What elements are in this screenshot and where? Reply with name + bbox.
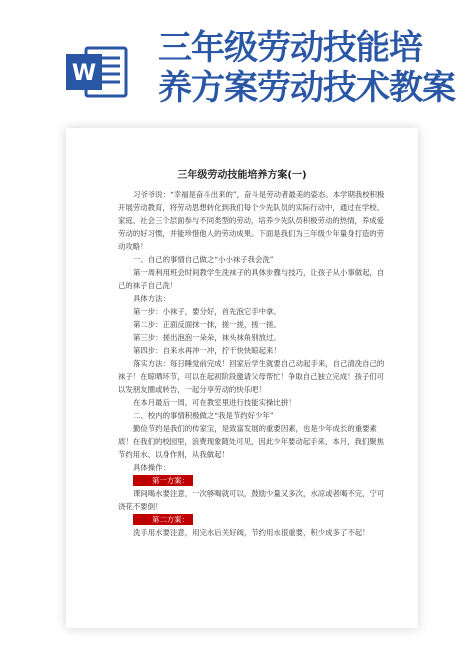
paragraph-intro: 习爷爷说：“幸福是奋斗出来的”，奋斗是劳动者最美的姿态。本学期我校积极开展劳动教育，将劳动思想转化到我们每个少先队员的实际行动中，通过在学校、家庭、社会三个层面参与不同类型的劳动，培养少先队员积极劳动的热情，养成爱劳动的好习惯，并能珍惜他人的劳动成果。下面是我们为三年级少年量身打造的劳动攻略！ [118,190,385,251]
step-two-label-row [118,513,388,526]
step-one-label-row [118,474,388,487]
step-item: 第四步：自来水再冲一冲，拧干快快晾起来！ [133,346,281,355]
step-two-text: 洗手用水要注意，用完水后关好阀，节约用水很重要，积少成多了不起！ [133,528,370,537]
paragraph: 勤俭节约是我们的传家宝，是致富发展的重要因素，也是少年成长的重要素质！在我们的校园里，浪费现象随处可见，因此少年要动起手来，本月，我们聚焦节约用水、以身作则，从我做起！ [118,424,385,459]
step-two-label: 第二方案： [133,514,193,525]
banner-title [158,28,464,108]
step-item: 第三步：搓出泡泡一朵朵，袜头袜角别放过。 [133,333,281,342]
paragraph: 在本月最后一周，可在教室里进行技能实操比拼！ [133,398,296,407]
word-document-icon [66,44,130,100]
logo-letter: W [71,61,97,86]
document-title: 三年级劳动技能培养方案(一) [177,170,307,181]
banner-title-line-1: 三年级劳动技能培 [158,28,422,68]
step-one-text: 课间喝水要注意，一次够喝就可以，鼓励少量又多次，水凉或者喝不完，宁可浇花不要倒！ [118,489,385,511]
paragraph: 具体方法： [133,294,170,303]
step-one-label: 第一方案： [133,475,193,486]
step-item: 第二步：正面反面抹一抹，搓一搓，搓一搓。 [133,320,281,329]
header-banner [0,0,474,118]
section-heading-1: 一、自己的事情自己做之“小小袜子我会洗” [133,255,274,264]
document-page [66,128,418,628]
section-heading-2: 二、校内的事情积极做之“我是节约好少年” [133,411,274,420]
step-item: 第一步：小袜子，要分好，首先泡它手中拿。 [133,307,281,316]
paragraph: 落实方法：每日睡觉前完成！回家后学生就要自己动起手来，自己清洗自己的袜子！在晾晒环节，可以在起初阶段邀请父母帮忙！争取自己独立完成！孩子们可以发朋友圈或转告，一起分享劳动的快乐吧！ [118,359,385,394]
paragraph: 第一周利用班会时间教学生洗袜子的具体步骤与技巧，让孩子从小事做起，自己的袜子自己洗！ [118,268,385,290]
paragraph: 具体操作： [133,463,170,472]
document-body [118,188,388,539]
banner-title-line-2: 养方案劳动技术教案 [158,68,455,108]
